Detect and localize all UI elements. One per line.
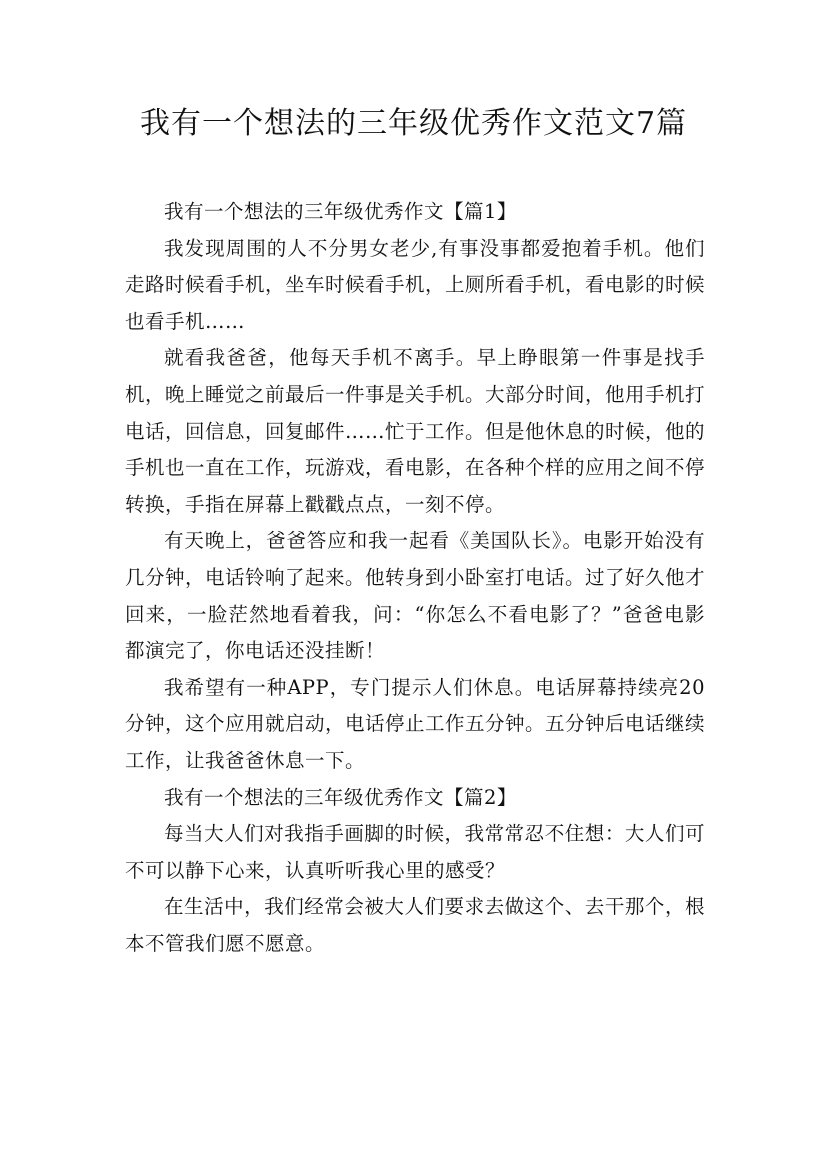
paragraph: 就看我爸爸，他每天手机不离手。早上睁眼第一件事是找手机，晚上睡觉之前最后一件事是关手机。大部分时间，他用手机打电话，回信息，回复邮件……忙于工作。但是他休息的时候，他的手机也一直在工作，玩游戏，看电影，在各种个样的应用之间不停转换，手指在屏幕上戳戳点点，一刻不停。 xyxy=(125,346,706,516)
paragraph: 我发现周围的人不分男女老少,有事没事都爱抱着手机。他们走路时候看手机，坐车时候看手机，上厕所看手机，看电影的时候也看手机…… xyxy=(125,236,706,333)
paragraph: 在生活中，我们经常会被大人们要求去做这个、去干那个，根本不管我们愿不愿意。 xyxy=(125,895,705,955)
document-title: 我有一个想法的三年级优秀作文范文7篇 xyxy=(139,106,688,141)
section-heading: 我有一个想法的三年级优秀作文【篇1】 xyxy=(164,200,517,223)
paragraph: 每当大人们对我指手画脚的时候，我常常忍不住想：大人们可不可以静下心来，认真听听我心里的感受？ xyxy=(125,822,705,882)
section-heading: 我有一个想法的三年级优秀作文【篇2】 xyxy=(164,785,517,809)
document-body xyxy=(125,194,705,962)
paragraph: 我希望有一种APP，专门提示人们休息。电话屏幕持续亮20分钟，这个应用就启动，电话停止工作五分钟。五分钟后电话继续工作，让我爸爸休息一下。 xyxy=(125,675,706,772)
paragraph: 有天晚上，爸爸答应和我一起看《美国队长》。电影开始没有几分钟，电话铃响了起来。他转身到小卧室打电话。过了好久他才回来，一脸茫然地看着我，问：“你怎么不看电影了？”爸爸电影都演完了，你电话还没挂断！ xyxy=(125,529,706,663)
